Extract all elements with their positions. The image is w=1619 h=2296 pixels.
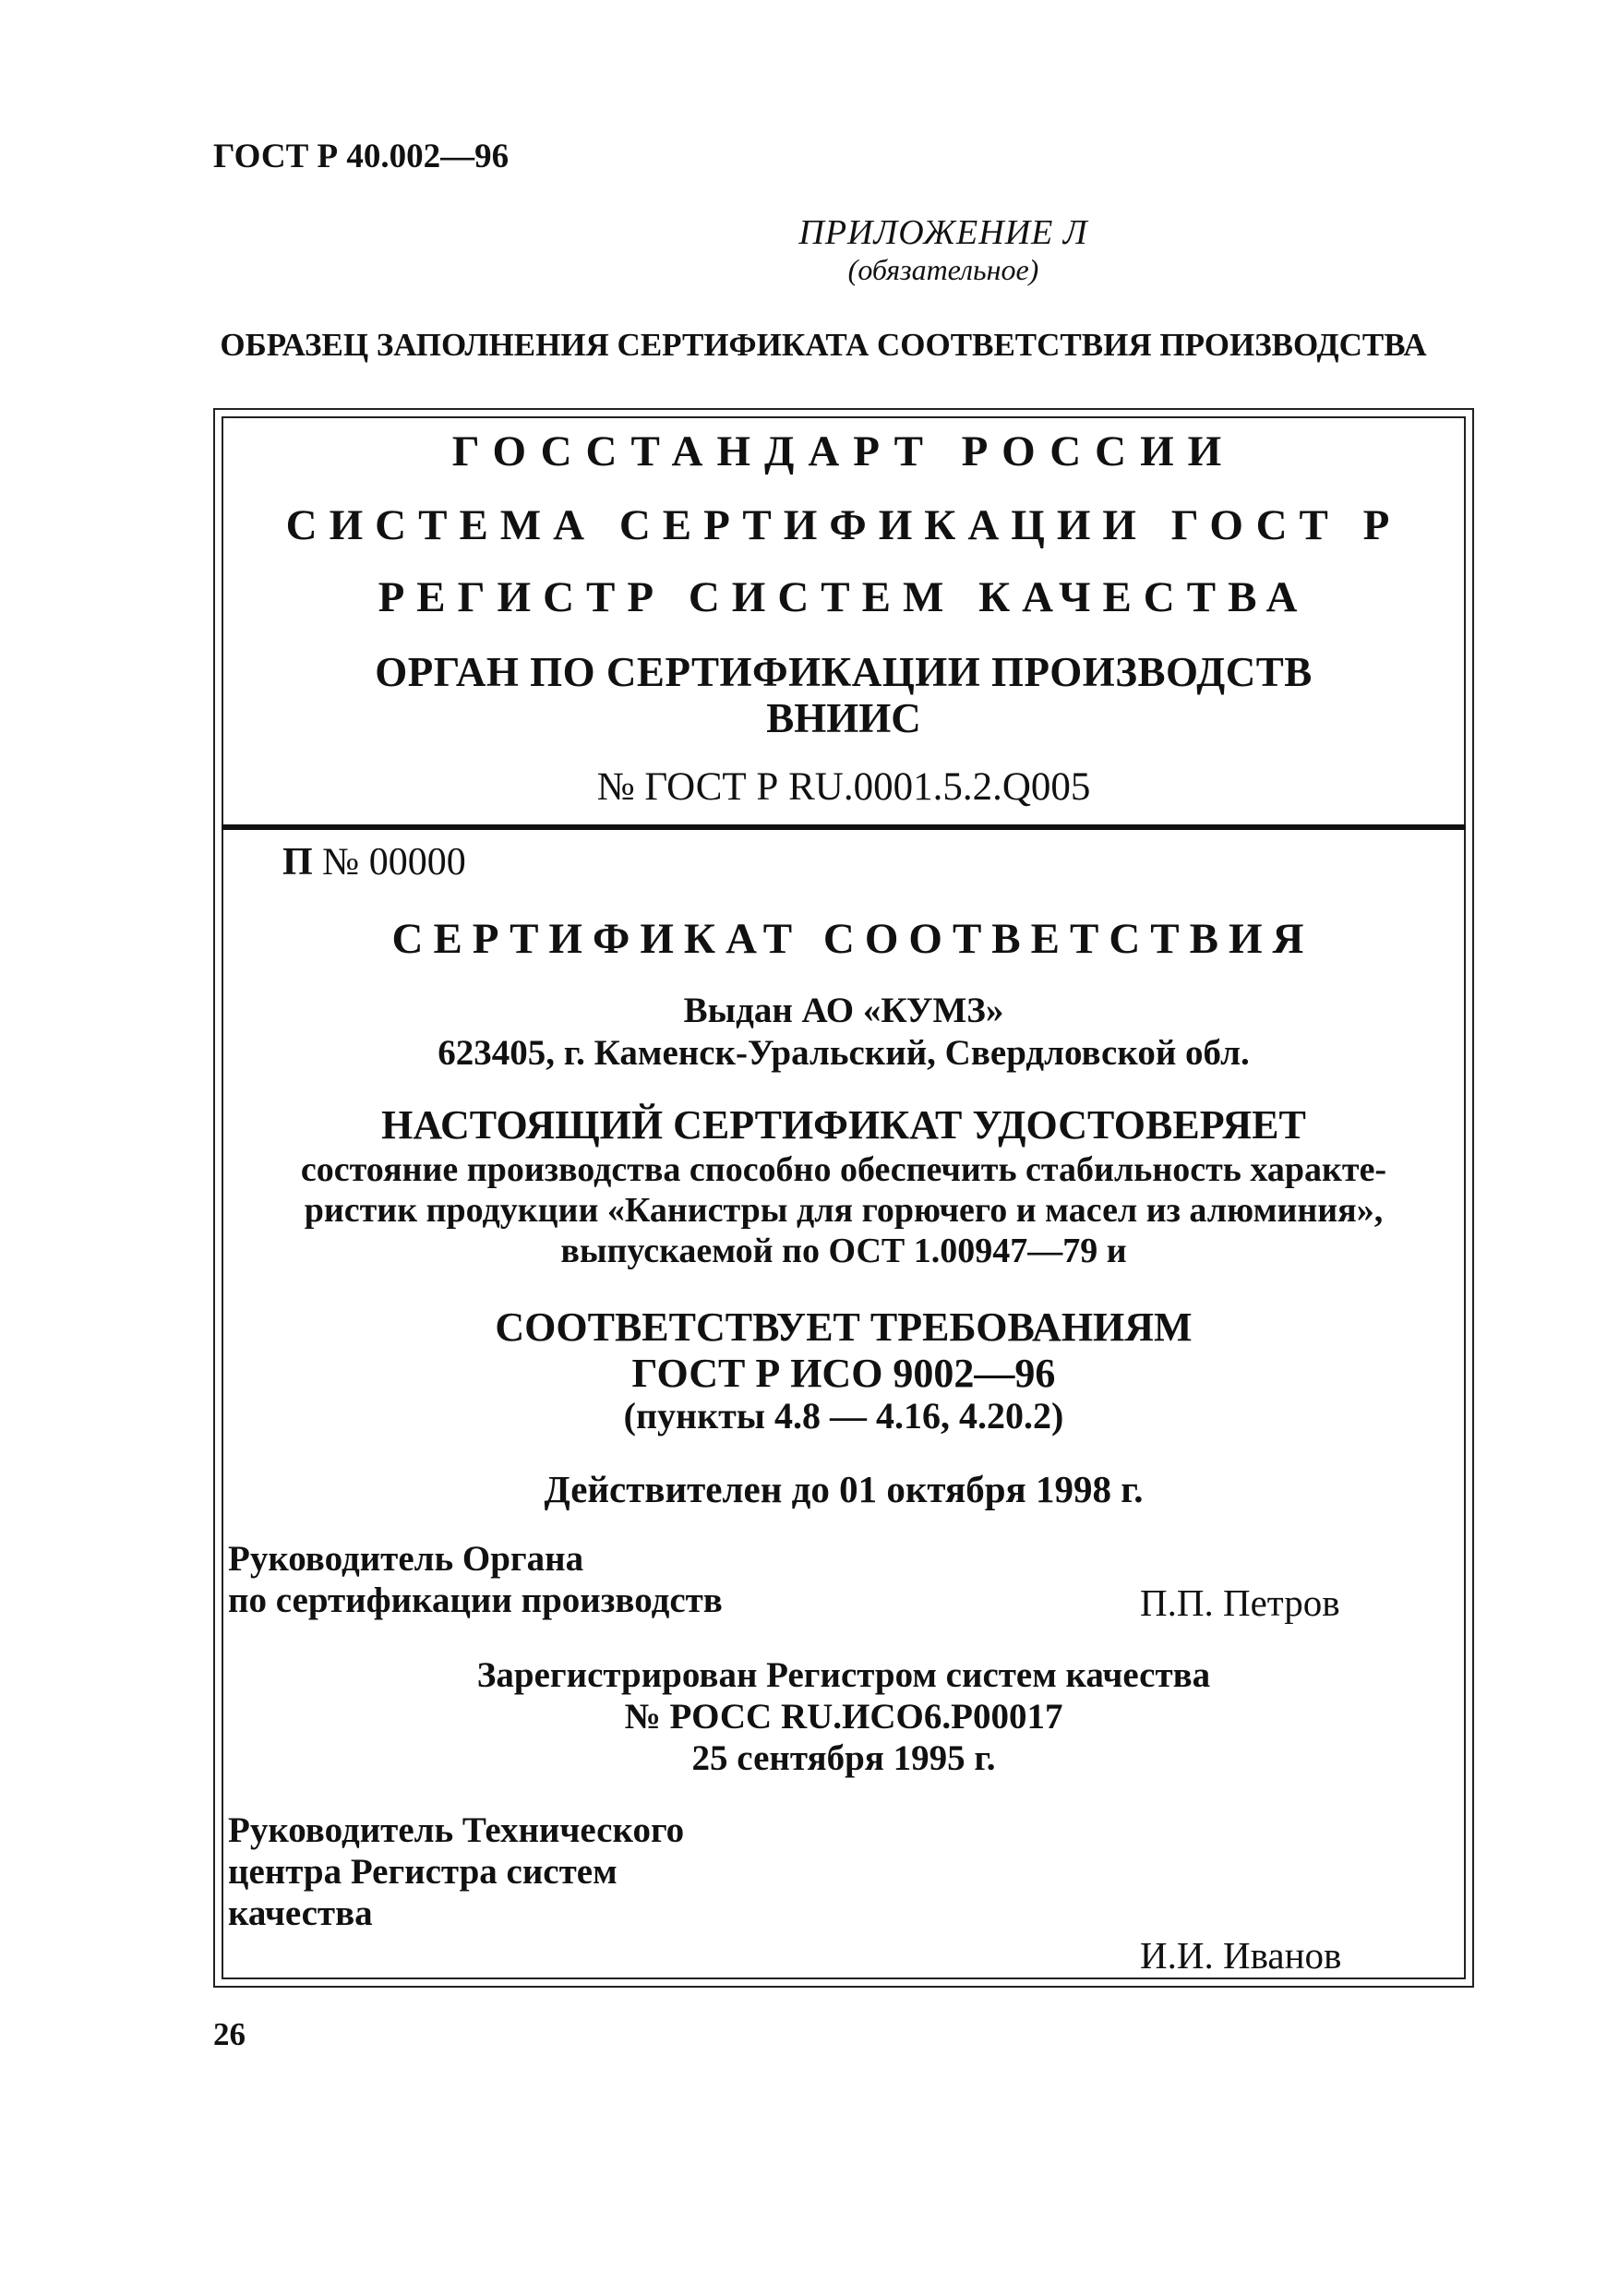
signatory2-title xyxy=(228,1809,684,1934)
validity-date: Действителен до 01 октября 1998 г. xyxy=(544,1468,1144,1510)
attests-line: состояние производства способно обеспечить стабильность характе- xyxy=(300,1150,1387,1189)
certificate-title: СЕРТИФИКАТ СООТВЕТСТВИЯ xyxy=(391,915,1314,963)
section-title: ОБРАЗЕЦ ЗАПОЛНЕНИЯ СЕРТИФИКАТА СООТВЕТСТВИЯ ПРОИЗВОДСТВА xyxy=(220,327,1427,363)
certificate-number-value: № 00000 xyxy=(322,841,466,884)
attests-line: ристик продукции «Канистры для горючего и масел из алюминия», xyxy=(304,1191,1384,1230)
certificate-number xyxy=(282,840,466,884)
registration-line: 25 сентября 1995 г. xyxy=(691,1738,996,1778)
registration-block xyxy=(222,1654,1466,1779)
signatory2-title-line: качества xyxy=(228,1893,373,1933)
appendix-note: (обязательное) xyxy=(847,253,1039,286)
register-heading: РЕГИСТР СИСТЕМ КАЧЕСТВА xyxy=(378,573,1310,621)
certificate-divider xyxy=(222,824,1466,830)
attests-heading: НАСТОЯЩИЙ СЕРТИФИКАТ УДОСТОВЕРЯЕТ xyxy=(381,1102,1306,1148)
standard-reference: ГОСТ Р ИСО 9002—96 xyxy=(631,1351,1056,1396)
certification-body-reg-number: № ГОСТ Р RU.0001.5.2.Q005 xyxy=(596,765,1091,809)
certification-body-line2: ВНИИС xyxy=(766,695,921,741)
signatory1-name: П.П. Петров xyxy=(1140,1581,1340,1624)
signatory2-name: И.И. Иванов xyxy=(1140,1934,1342,1977)
signatory2-title-line: центра Регистра систем xyxy=(228,1852,618,1892)
standard-clauses: (пункты 4.8 — 4.16, 4.20.2) xyxy=(623,1395,1064,1437)
registration-line: № РОСС RU.ИСО6.Р00017 xyxy=(624,1697,1063,1737)
system-heading: СИСТЕМА СЕРТИФИКАЦИИ ГОСТ Р xyxy=(285,501,1402,549)
authority-heading: ГОССТАНДАРТ РОССИИ xyxy=(451,427,1236,475)
document-code: ГОСТ Р 40.002—96 xyxy=(213,138,510,175)
attests-text xyxy=(235,1149,1452,1271)
appendix-title: ПРИЛОЖЕНИЕ Л xyxy=(798,213,1088,252)
registration-line: Зарегистрирован Регистром систем качества xyxy=(476,1655,1211,1695)
page-number: 26 xyxy=(213,2016,246,2052)
certification-body-line1: ОРГАН ПО СЕРТИФИКАЦИИ ПРОИЗВОДСТВ xyxy=(375,649,1313,695)
signatory2-title-line: Руководитель Технического xyxy=(228,1810,685,1850)
issuer-address: 623405, г. Каменск-Уральский, Свердловской обл. xyxy=(438,1033,1250,1073)
certificate-prefix: П xyxy=(282,841,313,884)
signatory1-title-line: Руководитель Органа xyxy=(228,1539,584,1579)
issued-to: Выдан АО «КУМЗ» xyxy=(683,991,1004,1030)
signatory1-title xyxy=(228,1538,723,1621)
signatory1-title-line: по сертификации производств xyxy=(228,1581,723,1620)
conforms-heading: СООТВЕТСТВУЕТ ТРЕБОВАНИЯМ xyxy=(495,1304,1193,1350)
attests-line: выпускаемой по ОСТ 1.00947—79 и xyxy=(560,1232,1127,1270)
